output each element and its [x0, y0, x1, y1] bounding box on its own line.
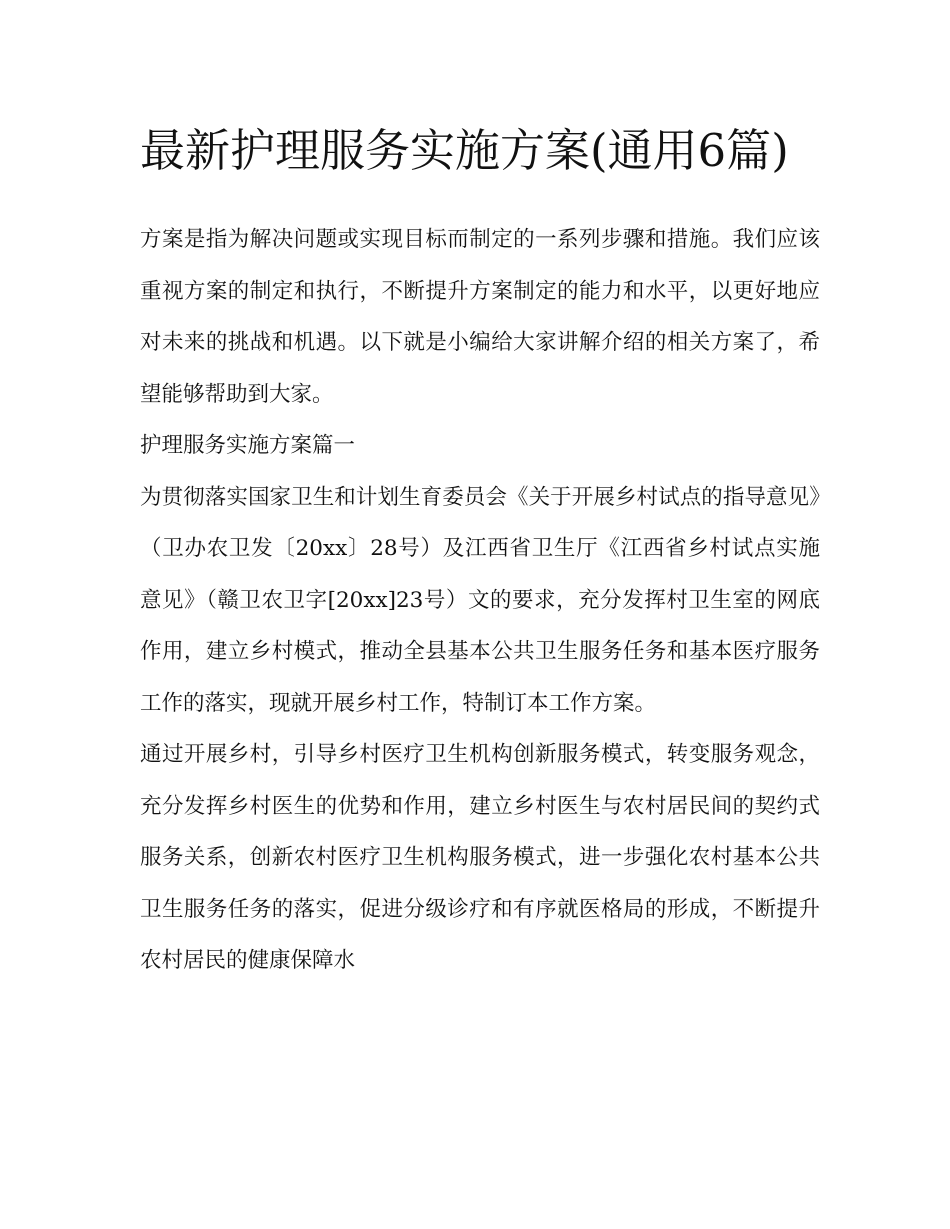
- intro-paragraph: 方案是指为解决问题或实现目标而制定的一系列步骤和措施。我们应该重视方案的制定和执行，不断提升方案制定的能力和水平，以更好地应对未来的挑战和机遇。以下就是小编给大家讲解介绍的相关方案了，希望能够帮助到大家。: [140, 227, 820, 407]
- document-body: [140, 214, 820, 987]
- body-paragraph: 为贯彻落实国家卫生和计划生育委员会《关于开展乡村试点的指导意见》（卫办农卫发〔20xx〕28号）及江西省卫生厅《江西省乡村试点实施意见》（赣卫农卫字[20xx]23号）文的要求，充分发挥村卫生室的网底作用，建立乡村模式，推动全县基本公共卫生服务任务和基本医疗服务工作的落实，现就开展乡村工作，特制订本工作方案。: [140, 484, 820, 716]
- body-paragraph: 通过开展乡村，引导乡村医疗卫生机构创新服务模式，转变服务观念，充分发挥乡村医生的优势和作用，建立乡村医生与农村居民间的契约式服务关系，创新农村医疗卫生机构服务模式，进一步强化农村基本公共卫生服务任务的落实，促进分级诊疗和有序就医格局的形成，不断提升农村居民的健康保障水: [140, 742, 820, 973]
- section-heading: 护理服务实施方案篇一: [140, 433, 356, 458]
- document-title: 最新护理服务实施方案(通用6篇): [140, 124, 789, 177]
- document-content: [140, 112, 820, 987]
